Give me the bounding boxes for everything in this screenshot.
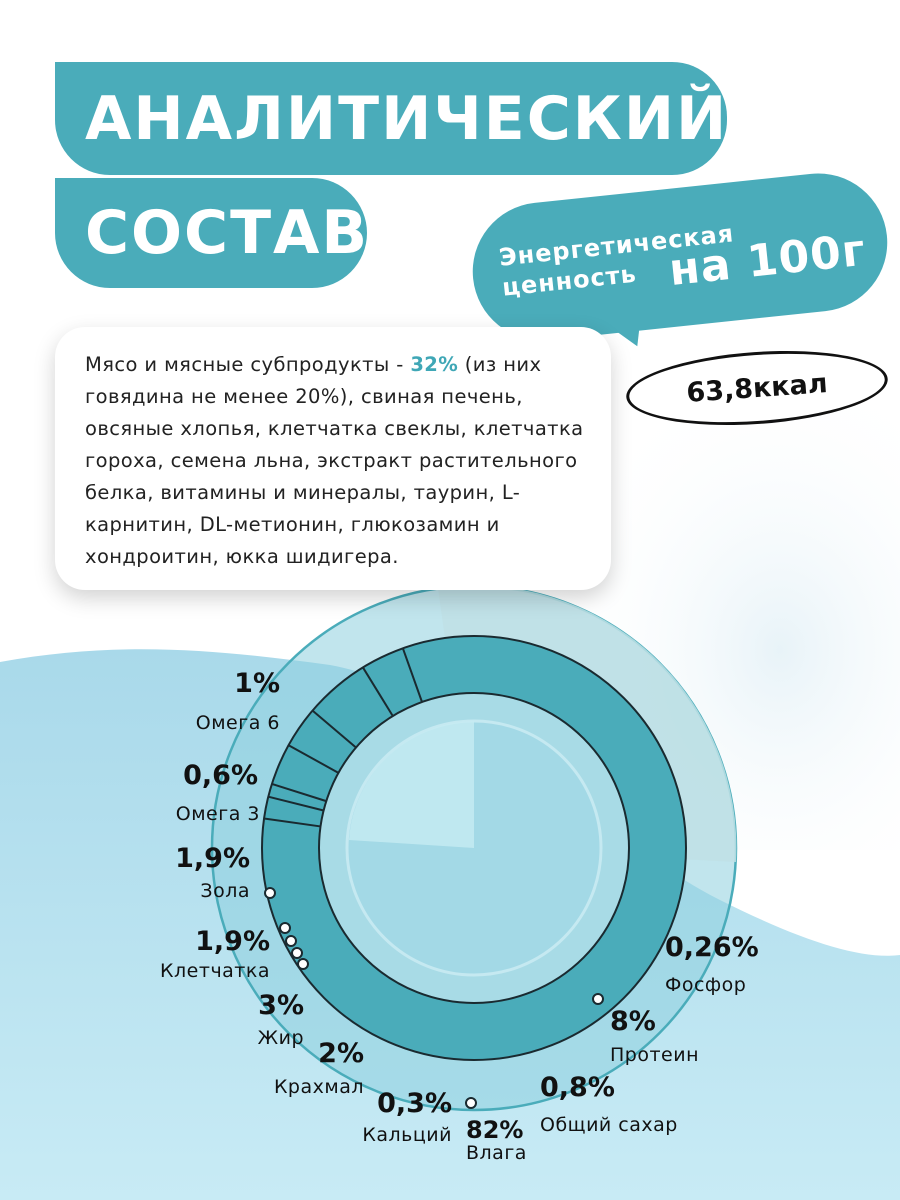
label-omega6-pct: 1% [234, 668, 280, 699]
label-omega3-pct: 0,6% [183, 760, 258, 791]
label-ash-pct: 1,9% [175, 843, 250, 874]
label-ash-name-wrap [150, 880, 250, 902]
label-starch [300, 1038, 364, 1069]
energy-value: 63,8ккал [685, 367, 829, 409]
label-marker-dot [466, 1098, 476, 1108]
label-calcium-pct: 0,3% [377, 1088, 452, 1119]
title-line-2-text: СОСТАВ [85, 198, 370, 268]
label-sugar [540, 1072, 615, 1103]
label-ash [150, 843, 250, 874]
title-line-1-text: АНАЛИТИЧЕСКИЙ [85, 83, 729, 154]
label-fiber-name: Клетчатка [160, 960, 270, 982]
title-line-1 [55, 62, 727, 175]
label-moisture-name: Влага [466, 1142, 527, 1164]
label-sugar-name-wrap [540, 1114, 678, 1136]
ingredients-card [55, 327, 611, 590]
label-protein-name-wrap [610, 1044, 699, 1066]
ingredients-text-start: Мясо и мясные субпродукты - [85, 353, 411, 376]
label-moisture-name-wrap [466, 1142, 527, 1164]
meat-percent-highlight: 32% [410, 353, 459, 376]
label-calcium-name: Кальций [362, 1124, 452, 1146]
label-marker-dot [292, 948, 302, 958]
label-omega3 [150, 760, 258, 791]
label-phosphorus-pct: 0,26% [665, 932, 759, 963]
label-fat-name-wrap [230, 1027, 304, 1049]
energy-label-line2: ценность [500, 259, 638, 302]
label-ash-name: Зола [200, 880, 250, 902]
label-marker-dot [286, 936, 296, 946]
label-omega6 [232, 668, 280, 699]
label-protein-name: Протеин [610, 1044, 699, 1066]
label-fat-pct: 3% [258, 990, 304, 1021]
label-omega3-name-wrap [120, 803, 260, 825]
label-phosphorus-name: Фосфор [665, 974, 747, 996]
label-phosphorus [665, 932, 759, 963]
label-starch-name-wrap [250, 1076, 364, 1098]
label-omega3-name: Омега 3 [175, 803, 260, 825]
label-sugar-name: Общий сахар [540, 1114, 678, 1136]
energy-per-amount: на 100г [666, 224, 869, 297]
label-protein [610, 1006, 656, 1037]
label-omega6-name: Омега 6 [195, 712, 280, 734]
ingredients-text-rest: (из них говядина не менее 20%), свиная печень, овсяные хлопья, клетчатка свеклы, клетчатка гороха, семена льна, экстракт растительного белка, витамины и минералы, таурин, L-карнитин, DL-метионин, глюкозамин и хондроитин, юкка шидигера. [85, 353, 584, 568]
label-calcium [360, 1088, 452, 1119]
label-phosphorus-name-wrap [665, 974, 746, 996]
label-starch-name: Крахмал [273, 1076, 364, 1098]
label-moisture-pct: 82% [466, 1116, 524, 1144]
label-fiber-pct: 1,9% [195, 926, 270, 957]
label-fiber [160, 926, 270, 957]
label-fat [230, 990, 304, 1021]
label-fiber-name-wrap [140, 960, 270, 982]
label-calcium-name-wrap [340, 1124, 452, 1146]
label-marker-dot [593, 994, 603, 1004]
label-fat-name: Жир [257, 1027, 304, 1049]
label-protein-pct: 8% [610, 1006, 656, 1037]
energy-label-line1: Энергетическая [497, 219, 736, 272]
label-moisture [466, 1116, 523, 1144]
label-marker-dot [265, 888, 275, 898]
ingredients-text [85, 349, 587, 573]
label-sugar-pct: 0,8% [540, 1072, 615, 1103]
label-marker-dot [298, 959, 308, 969]
label-marker-dot [280, 923, 290, 933]
label-omega6-name-wrap [140, 712, 280, 734]
title-line-2 [55, 178, 370, 288]
label-starch-pct: 2% [318, 1038, 364, 1069]
